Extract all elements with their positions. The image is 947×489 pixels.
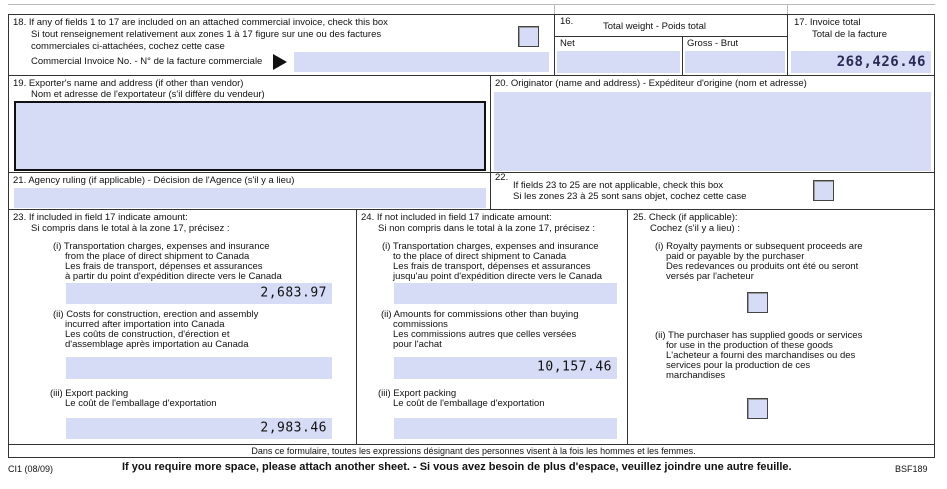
field-18-label-fr-2: commerciales ci-attachées, cochez cette case xyxy=(31,41,225,52)
field-25-label-2: Cochez (s'il y a lieu) : xyxy=(650,223,740,234)
field-16-label: Total weight - Poids total xyxy=(603,21,706,32)
commercial-invoice-no-input[interactable] xyxy=(294,52,549,72)
field-23-i-line-1: (i) Transportation charges, expenses and insurance xyxy=(53,241,270,252)
form-number: BSF189 xyxy=(895,464,928,474)
field-24-ii-input[interactable] xyxy=(394,357,617,379)
field-23-ii-line-2: incurred after importation into Canada xyxy=(65,319,225,330)
field-24-i-input[interactable] xyxy=(394,283,617,304)
field-23-i-input[interactable] xyxy=(66,283,332,304)
field-23-iii-line-1: (iii) Export packing xyxy=(50,388,129,399)
arrow-right-icon xyxy=(273,54,287,70)
field-24-ii-value: 10,157.46 xyxy=(537,359,612,375)
field-22-number: 22. xyxy=(495,172,509,183)
field-24-label-2: Si non compris dans le total à la zone 17, précisez : xyxy=(378,223,596,234)
field-23-i-line-4: à partir du point d'expédition directe vers le Canada xyxy=(65,271,282,282)
field-25-ii-line-2: for use in the production of these goods xyxy=(666,340,833,351)
gross-weight-input[interactable] xyxy=(685,51,785,73)
field-24-i-line-3: Les frais de transport, dépenses et assurances xyxy=(393,261,591,272)
field-25-i-line-1: (i) Royalty payments or subsequent proceeds are xyxy=(655,241,863,252)
field-18-label-en: 18. If any of fields 1 to 17 are included on an attached commercial invoice, check this box xyxy=(13,17,388,28)
field-25-label-1: 25. Check (if applicable): xyxy=(633,212,738,223)
field-24-ii-line-4: pour l'achat xyxy=(393,339,442,350)
field-23-ii-line-3: Les coûts de construction, d'érection et xyxy=(65,329,230,340)
field-25-ii-line-1: (ii) The purchaser has supplied goods or services xyxy=(655,330,863,341)
field-24-i-line-2: to the place of direct shipment to Canada xyxy=(393,251,567,262)
field-16-number: 16. xyxy=(560,16,574,27)
field-25-ii-checkbox[interactable] xyxy=(747,398,768,419)
field-20-label: 20. Originator (name and address) - Expéditeur d'origine (nom et adresse) xyxy=(495,78,807,89)
net-weight-label: Net xyxy=(560,38,575,49)
field-18-label-fr-1: Si tout renseignement relativement aux zones 1 à 17 figure sur une ou des factures xyxy=(31,29,382,40)
field-22-label-2: Si les zones 23 à 25 sont sans objet, cochez cette case xyxy=(513,191,747,202)
field-19-label-1: 19. Exporter's name and address (if other than vendor) xyxy=(13,78,244,89)
field-24-ii-line-2: commissions xyxy=(393,319,448,330)
field-25-i-line-2: paid or payable by the purchaser xyxy=(666,251,805,262)
agency-ruling-input[interactable] xyxy=(14,188,486,208)
field-24-i-line-4: jusqu'au point d'expédition directe vers le Canada xyxy=(393,271,603,282)
field-23-i-line-2: from the place of direct shipment to Canada xyxy=(65,251,250,262)
field-23-label-1: 23. If included in field 17 indicate amount: xyxy=(13,212,188,223)
net-weight-input[interactable] xyxy=(557,51,680,73)
field-24-iii-line-1: (iii) Export packing xyxy=(378,388,457,399)
field-24-i-line-1: (i) Transportation charges, expenses and insurance xyxy=(382,241,599,252)
field-23-iii-line-2: Le coût de l'emballage d'exportation xyxy=(65,398,217,409)
field-25-i-line-4: versés par l'acheteur xyxy=(666,271,754,282)
field-21-label: 21. Agency ruling (if applicable) - Décision de l'Agence (s'il y a lieu) xyxy=(13,175,295,186)
field-24-ii-line-3: Les commissions autres que celles versées xyxy=(393,329,577,340)
field-22-checkbox[interactable] xyxy=(813,180,834,201)
field-23-i-line-3: Les frais de transport, dépenses et assurances xyxy=(65,261,263,272)
field-23-iii-value: 2,983.46 xyxy=(260,420,327,436)
invoice-total-value: 268,426.46 xyxy=(836,53,926,70)
field-17-label-1: 17. Invoice total xyxy=(794,17,861,28)
field-25-ii-line-5: marchandises xyxy=(666,370,726,381)
field-19-label-2: Nom et adresse de l'exportateur (s'il diffère du vendeur) xyxy=(31,89,265,100)
gross-weight-label: Gross - Brut xyxy=(687,38,739,49)
field-18-checkbox[interactable] xyxy=(518,26,539,47)
field-25-ii-line-3: L'acheteur a fourni des marchandises ou des xyxy=(666,350,856,361)
commercial-invoice-no-label: Commercial Invoice No. - N° de la facture commerciale xyxy=(31,56,263,67)
field-23-ii-line-1: (ii) Costs for construction, erection and assembly xyxy=(53,309,259,320)
field-23-iii-input[interactable] xyxy=(66,418,332,439)
invoice-total-input[interactable] xyxy=(791,51,931,73)
field-23-ii-line-4: d'assemblage après importation au Canada xyxy=(65,339,249,350)
gender-notice: Dans ce formulaire, toutes les expressions désignant des personnes visent à la fois les hommes et les femmes. xyxy=(251,446,696,456)
field-24-ii-line-1: (ii) Amounts for commissions other than buying xyxy=(381,309,579,320)
field-22-label-1: If fields 23 to 25 are not applicable, check this box xyxy=(513,180,724,191)
field-25-i-checkbox[interactable] xyxy=(747,292,768,313)
field-24-iii-line-2: Le coût de l'emballage d'exportation xyxy=(393,398,545,409)
field-23-label-2: Si compris dans le total à la zone 17, précisez : xyxy=(31,223,230,234)
field-17-label-2: Total de la facture xyxy=(812,29,887,40)
field-25-ii-line-4: services pour la production de ces xyxy=(666,360,811,371)
field-24-label-1: 24. If not included in field 17 indicate amount: xyxy=(361,212,552,223)
field-25-i-line-3: Des redevances ou produits ont été ou seront xyxy=(666,261,859,272)
field-23-ii-input[interactable] xyxy=(66,357,332,379)
exporter-name-address-input[interactable] xyxy=(14,101,486,171)
field-23-i-value: 2,683.97 xyxy=(260,285,327,301)
form-code: CI1 (08/09) xyxy=(8,464,54,474)
field-24-iii-input[interactable] xyxy=(394,418,617,439)
more-space-notice: If you require more space, please attach another sheet. - Si vous avez besoin de plus d'espace, veuillez joindre une autre feuille. xyxy=(122,461,792,473)
originator-name-address-input[interactable] xyxy=(494,92,931,171)
